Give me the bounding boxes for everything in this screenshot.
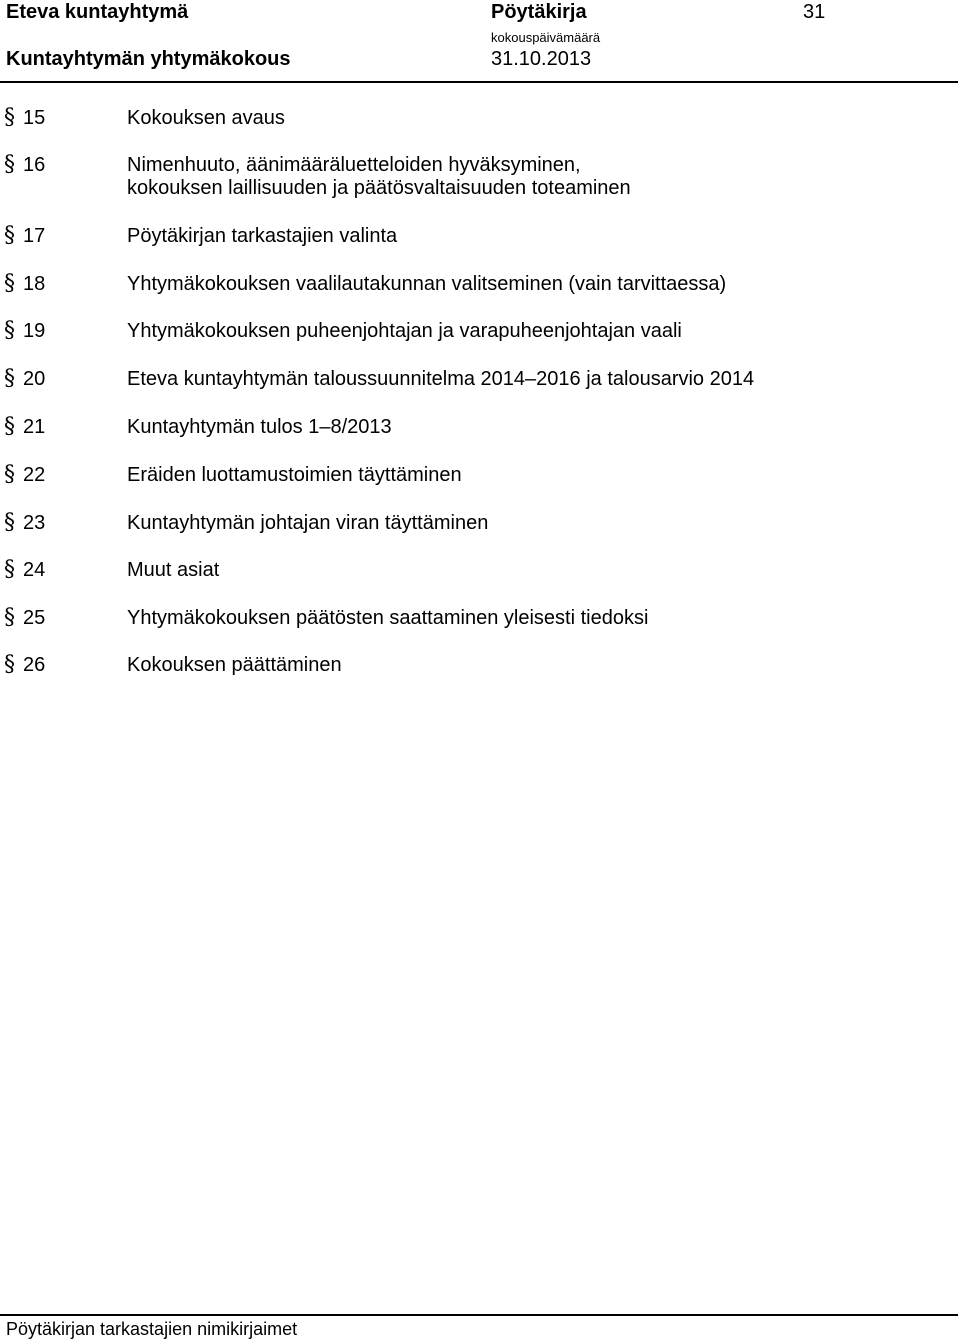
section-symbol: § (4, 271, 15, 296)
item-number: 22 (23, 464, 46, 486)
section-symbol: § (4, 366, 15, 391)
item-number: 17 (23, 225, 46, 247)
item-title-continuation: kokouksen laillisuuden ja päätösvaltaisuuden toteaminen (127, 177, 631, 199)
item-title: Pöytäkirjan tarkastajien valinta (127, 225, 398, 247)
item-number: 24 (23, 559, 46, 581)
item-title: Kuntayhtymän tulos 1–8/2013 (127, 416, 392, 438)
item-number: 18 (23, 273, 46, 295)
item-title: Yhtymäkokouksen vaalilautakunnan valitseminen (vain tarvittaessa) (127, 273, 727, 295)
item-title: Muut asiat (127, 559, 220, 581)
item-title: Kokouksen päättäminen (127, 654, 342, 676)
section-symbol: § (4, 557, 15, 582)
section-symbol: § (4, 510, 15, 535)
meeting-name: Kuntayhtymän yhtymäkokous (6, 48, 291, 70)
item-number: 20 (23, 368, 46, 390)
item-number: 15 (23, 107, 46, 129)
footer-divider (0, 1314, 958, 1316)
item-number: 21 (23, 416, 46, 438)
item-title: Eräiden luottamustoimien täyttäminen (127, 464, 462, 486)
item-title: Eteva kuntayhtymän taloussuunnitelma 2014–2016 ja talousarvio 2014 (127, 368, 755, 390)
document-header (0, 0, 960, 84)
section-symbol: § (4, 223, 15, 248)
section-symbol: § (4, 462, 15, 487)
item-title: Kuntayhtymän johtajan viran täyttäminen (127, 512, 489, 534)
item-number: 19 (23, 320, 46, 342)
header-divider (0, 81, 958, 83)
section-symbol: § (4, 152, 15, 177)
signature-caption: Pöytäkirjan tarkastajien nimikirjaimet (6, 1319, 298, 1339)
item-title: Kokouksen avaus (127, 107, 285, 129)
item-title: Yhtymäkokouksen puheenjohtajan ja varapuheenjohtajan vaali (127, 320, 682, 342)
organization-name: Eteva kuntayhtymä (6, 1, 189, 23)
section-symbol: § (4, 414, 15, 439)
meeting-date: 31.10.2013 (491, 48, 592, 70)
section-symbol: § (4, 605, 15, 630)
section-symbol: § (4, 318, 15, 343)
item-number: 23 (23, 512, 46, 534)
page-number: 31 (803, 1, 826, 23)
section-symbol: § (4, 652, 15, 677)
document-type: Pöytäkirja (491, 1, 587, 23)
item-number: 16 (23, 154, 46, 176)
item-number: 25 (23, 607, 46, 629)
item-title: Yhtymäkokouksen päätösten saattaminen yleisesti tiedoksi (127, 607, 649, 629)
item-number: 26 (23, 654, 46, 676)
date-label: kokouspäivämäärä (491, 30, 601, 45)
item-title: Nimenhuuto, äänimääräluetteloiden hyväksyminen, (127, 154, 581, 176)
section-symbol: § (4, 105, 15, 130)
